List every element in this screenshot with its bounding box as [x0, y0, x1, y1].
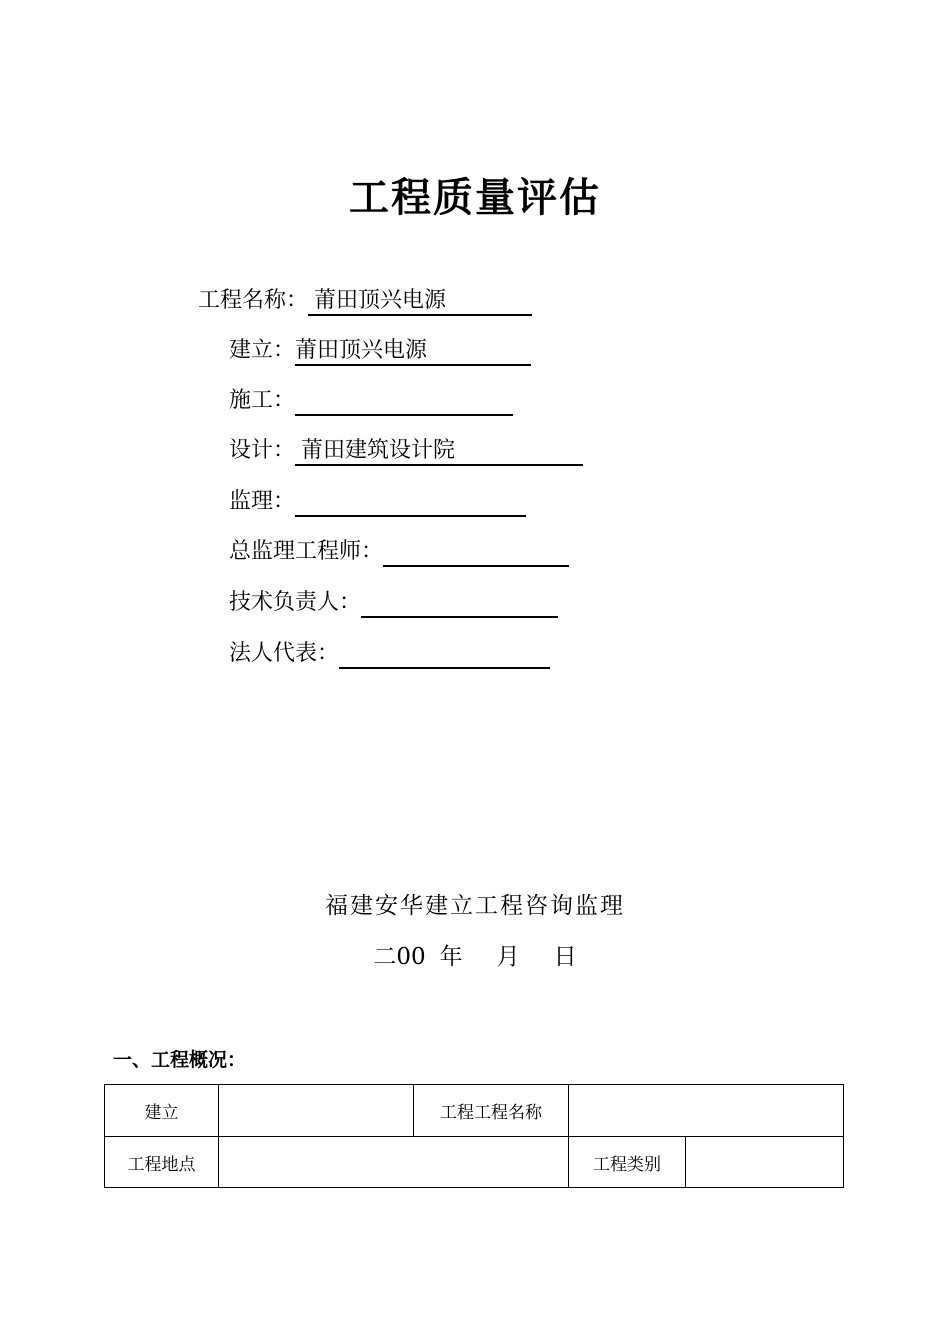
field-label: 设计： — [229, 438, 296, 463]
date-line — [0, 940, 950, 974]
field-value: 莆田顶兴电源 — [308, 286, 532, 316]
field-chief-supervisor — [229, 533, 569, 567]
field-label: 技术负责人： — [229, 590, 362, 615]
field-builder — [229, 382, 513, 416]
field-value: 莆田顶兴电源 — [295, 336, 531, 366]
field-construction-unit — [229, 332, 531, 366]
field-value — [339, 639, 550, 669]
field-project-name — [198, 282, 532, 316]
field-designer — [229, 432, 583, 466]
field-label: 建立： — [229, 338, 296, 363]
field-legal-representative — [229, 635, 550, 669]
overview-table — [104, 1084, 844, 1188]
table-cell-value — [219, 1137, 568, 1187]
date-prefix: 二00 — [373, 944, 426, 970]
date-year: 年 — [439, 944, 463, 970]
table-cell-label: 工程工程名称 — [440, 1103, 542, 1123]
field-value — [383, 537, 569, 567]
field-value — [295, 487, 526, 517]
field-label: 总监理工程师： — [229, 539, 384, 564]
field-label: 监理： — [229, 489, 296, 514]
section-heading: 一、工程概况： — [113, 1049, 247, 1071]
table-cell-value — [569, 1085, 843, 1136]
field-value — [361, 588, 558, 618]
date-month: 月 — [496, 944, 520, 970]
field-supervisor — [229, 483, 526, 517]
field-label: 法人代表： — [229, 641, 340, 666]
field-value: 莆田建筑设计院 — [295, 436, 583, 466]
table-cell-label: 工程地点 — [127, 1154, 196, 1175]
table-cell-label: 建立 — [144, 1103, 179, 1123]
table-cell-value — [219, 1085, 413, 1136]
field-label: 工程名称： — [198, 288, 309, 313]
document-title: 工程质量评估 — [349, 175, 601, 221]
field-technical-lead — [229, 584, 558, 618]
date-day: 日 — [553, 944, 577, 970]
table-cell-label: 工程类别 — [593, 1154, 661, 1175]
table-cell-value — [686, 1137, 843, 1187]
organization-name: 福建安华建立工程咨询监理 — [325, 893, 625, 919]
field-label: 施工： — [229, 388, 296, 413]
field-value — [295, 386, 513, 416]
